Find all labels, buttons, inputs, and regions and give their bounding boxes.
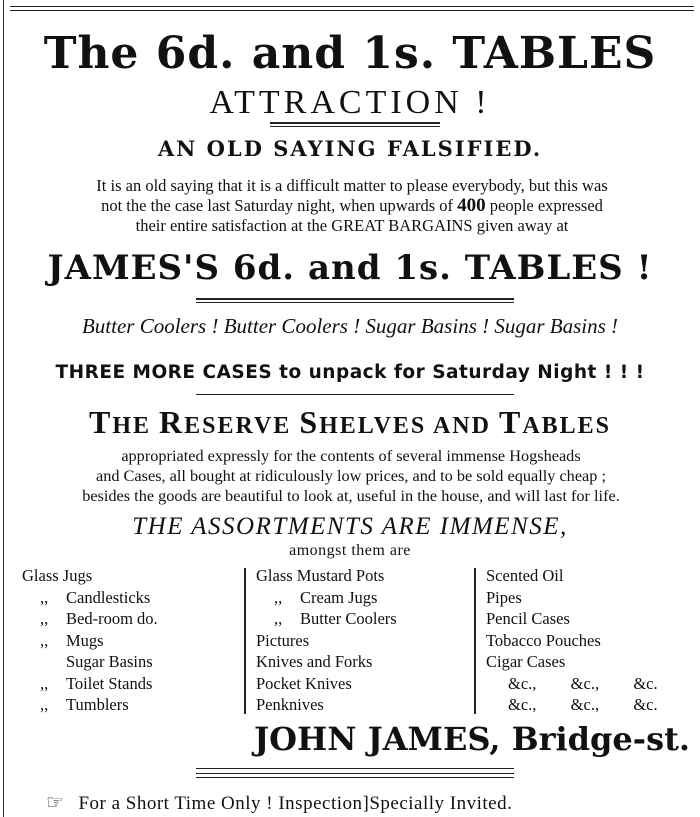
list-item: ,, Cream Jugs — [274, 587, 378, 607]
tables-rest: ABLES — [522, 413, 612, 439]
footer-line — [46, 790, 512, 815]
list-item: Tobacco Pouches — [486, 630, 601, 650]
intro-line-3: their entire satisfaction at the GREAT BARGAINS given away at — [135, 216, 569, 235]
list-item: Glass Mustard Pots — [256, 566, 385, 585]
etc-mark: &c., — [570, 695, 600, 714]
list-item: Glass Jugs — [22, 566, 93, 585]
list-item: ,, Toilet Stands — [40, 673, 153, 693]
ditto-mark: ,, — [40, 587, 49, 607]
reserve-the-rest: HE — [112, 413, 151, 439]
list-item: Knives and Forks — [256, 652, 373, 671]
items-column-2 — [256, 565, 466, 716]
list-item: Pocket Knives — [256, 673, 352, 693]
amongst-line: amongst them are — [289, 542, 411, 559]
etc-mark: &c. — [633, 673, 658, 693]
reserve-word-cap: R — [159, 404, 185, 440]
three-more-cases-line: THREE MORE CASES to unpack for Saturday Night ! ! ! — [55, 362, 645, 383]
intro-line-2 — [14, 196, 690, 216]
list-item: ,, Butter Coolers — [274, 609, 397, 628]
bottom-rule-3 — [196, 777, 514, 778]
pointing-hand-icon: ☞ — [46, 792, 65, 814]
column-divider-1 — [244, 568, 246, 714]
list-item: ,, Candlesticks — [40, 587, 151, 607]
list-item: ,, Mugs — [40, 630, 104, 650]
james-tables-heading: JAMES'S 6d. and 1s. TABLES ! — [47, 248, 653, 288]
list-item: Pictures — [256, 630, 310, 650]
ditto-mark: ,, — [40, 695, 49, 714]
reserve-word-rest: ESERVE — [184, 413, 292, 439]
intro-line-2-end: people expressed — [489, 196, 603, 215]
ditto-mark: ,, — [274, 609, 283, 628]
ditto-mark: ,, — [274, 587, 283, 607]
ditto-mark: ,, — [40, 630, 49, 650]
top-rule — [10, 6, 694, 7]
etc-row-1 — [486, 673, 696, 695]
reserve-shelves-heading — [0, 404, 700, 441]
shelves-cap: S — [299, 404, 320, 440]
etc-mark: &c. — [633, 695, 658, 714]
saying-title: AN OLD SAYING FALSIFIED. — [157, 136, 543, 161]
assortments-heading: THE ASSORTMENTS ARE IMMENSE, — [132, 513, 568, 540]
shelves-rest: HELVES — [319, 413, 427, 439]
items-column-1 — [22, 565, 232, 716]
list-item: Penknives — [256, 695, 324, 714]
reserve-and: AND — [432, 413, 491, 439]
list-item: Pencil Cases — [486, 609, 570, 628]
top-rule-thin — [10, 10, 694, 11]
list-item: Pipes — [486, 587, 522, 607]
tables-cap: T — [498, 404, 523, 440]
list-item: ,, Bed-room do. — [40, 609, 158, 628]
list-item: Sugar Basins — [66, 652, 153, 671]
list-item: ,, Tumblers — [40, 695, 129, 714]
etc-mark: &c., — [508, 695, 537, 714]
ditto-mark: ,, — [40, 609, 49, 628]
etc-mark: &c., — [508, 673, 537, 693]
description-paragraph — [6, 446, 696, 506]
etc-mark: &c., — [570, 673, 600, 693]
butter-coolers-line: Butter Coolers ! Butter Coolers ! Sugar Basins ! Sugar Basins ! — [81, 314, 619, 338]
subheadline: ATTRACTION ! — [209, 84, 491, 121]
intro-line-1: It is an old saying that it is a difficult matter to please everybody, but this was — [96, 176, 608, 195]
bottom-rule-1 — [196, 768, 514, 769]
divider-rule-3 — [196, 394, 514, 395]
items-column-3 — [486, 565, 696, 716]
signature: JOHN JAMES, Bridge-st. — [253, 720, 690, 758]
footer-text: For a Short Time Only ! Inspection]Specially Invited. — [78, 793, 513, 814]
ditto-mark: ,, — [40, 673, 49, 693]
divider-rule — [270, 122, 440, 127]
etc-row-2 — [486, 694, 696, 716]
list-item: Cigar Cases — [486, 652, 566, 671]
intro-line-2-start: not the the case last Saturday night, when upwards of — [101, 196, 453, 215]
description-line-3: besides the goods are beautiful to look at, useful in the house, and will last for life. — [82, 486, 620, 505]
reserve-the-cap: T — [88, 404, 113, 440]
list-item: Scented Oil — [486, 566, 564, 585]
description-line-2: and Cases, all bought at ridiculously low prices, and to be sold equally cheap ; — [95, 466, 607, 485]
headline: The 6d. and 1s. TABLES — [43, 28, 657, 79]
people-count: 400 — [457, 195, 486, 216]
column-divider-2 — [474, 568, 476, 714]
bottom-rule-2 — [196, 773, 514, 774]
description-line-1: appropriated expressly for the contents of several immense Hogsheads — [121, 446, 581, 465]
intro-paragraph — [14, 176, 690, 236]
divider-rule-2 — [196, 298, 514, 303]
